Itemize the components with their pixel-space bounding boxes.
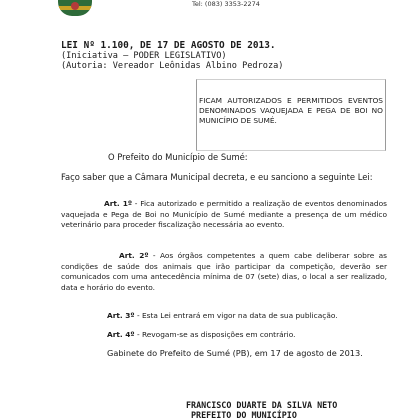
- municipal-crest-icon: [58, 0, 92, 16]
- article-2: [61, 251, 387, 293]
- signature-name: FRANCISCO DUARTE DA SILVA NETO: [186, 400, 338, 410]
- article-1-text: - Fica autorizado e permitido a realização de eventos denominados vaquejada e Pega de Boi no Município de Sumé mediante a presença de um médico veterinário para proceder fiscalização necessária ao evento.: [61, 199, 387, 230]
- article-1-label: Art. 1º: [104, 199, 133, 208]
- law-initiative: (Iniciativa – PODER LEGISLATIVO): [61, 51, 227, 61]
- article-3: [61, 311, 387, 322]
- ementa-text: FICAM AUTORIZADOS E PERMITIDOS EVENTOS DENOMINADOS VAQUEJADA E PEGA DE BOI NO MUNICÍPIO DE SUMÉ.: [199, 96, 383, 125]
- signature-role: PREFEITO DO MUNICÍPIO: [191, 410, 297, 420]
- preamble: Faço saber que a Câmara Municipal decreta, e eu sanciono a seguinte Lei:: [61, 172, 373, 182]
- article-1: [61, 199, 387, 231]
- article-2-label: Art. 2º: [119, 251, 149, 260]
- law-author: (Autoria: Vereador Leônidas Albino Pedroza): [61, 61, 284, 71]
- closing-line: Gabinete do Prefeito de Sumé (PB), em 17 de agosto de 2013.: [107, 348, 363, 358]
- opening-line: O Prefeito do Município de Sumé:: [108, 152, 248, 162]
- article-3-text: - Esta Lei entrará em vigor na data de sua publicação.: [134, 311, 338, 320]
- header-telephone: Tel: (083) 3353-2274: [192, 0, 260, 8]
- law-title: LEI Nº 1.100, DE 17 DE AGOSTO DE 2013.: [61, 40, 276, 51]
- article-3-label: Art. 3º: [107, 311, 135, 320]
- article-4-text: - Revogam-se as disposições em contrário.: [134, 330, 296, 339]
- article-2-text: - Aos órgãos competentes a quem cabe deliberar sobre as condições de saúde dos animais que irão participar da competição, deverão ser comunicados com uma antecedência mínima de 07 (sete) dias, o local a ser realizado, data e horário do evento.: [61, 251, 388, 292]
- article-4-label: Art. 4º: [107, 330, 135, 339]
- article-4: [61, 330, 387, 341]
